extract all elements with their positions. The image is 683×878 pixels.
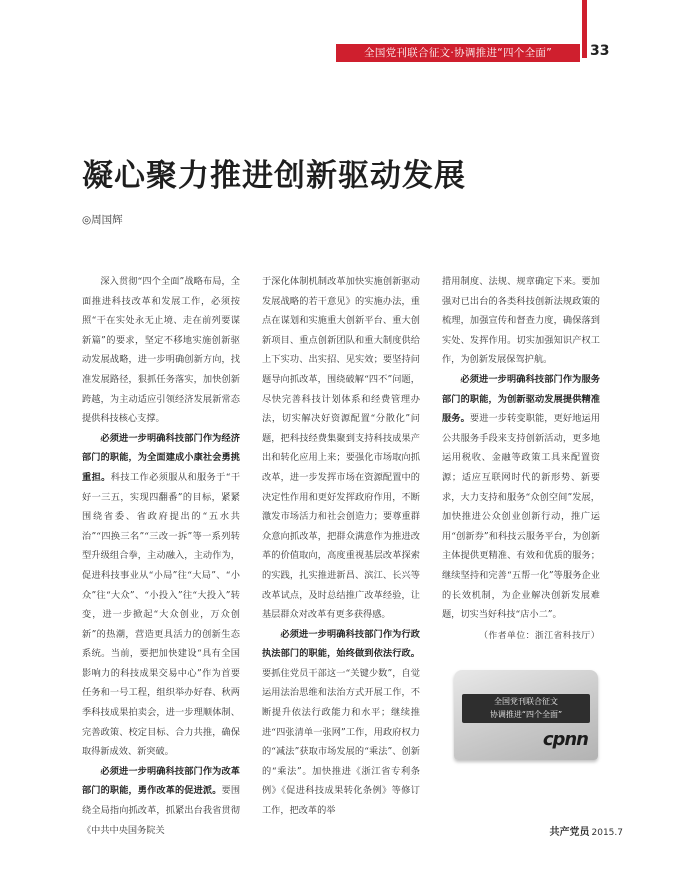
article-author: ◎周国辉	[82, 214, 123, 226]
paragraph: 措用制度、法规、规章确定下来。要加强对已出台的各类科技创新法规政策的梳理，加强宣传和督查力度，确保落到实处、发挥作用。切实加强知识产权工作，为创新发展保驾护航。	[442, 276, 600, 366]
section-lead: 必须进一步明确科技部门作为服务部门的职能，为创新驱动发展提供精准服务。	[442, 373, 600, 425]
paragraph	[442, 370, 600, 625]
section-lead: 必须进一步明确科技部门作为经济部门的职能，为全面建成小康社会勇挑重担。	[82, 432, 240, 483]
issue-number: 2015.7	[591, 828, 623, 838]
magazine-name: 共产党员	[549, 827, 590, 838]
header-banner: 全国党刊联合征文·协调推进“四个全面”	[336, 44, 580, 62]
section-body: 要抓住党员干部这一“关键少数”，自觉运用法治思维和法治方式开展工作，不断提升依法行政能力和水平；继续推进“四张清单一张网”工作，用政府权力的“减法”获取市场发展的“乘法”、创新的“乘法”。加快推进《浙江省专利条例》《促进科技成果转化条例》等修订工作，把改革的举	[262, 667, 420, 817]
section-lead: 必须进一步明确科技部门作为行政执法部门的职能，始终做到依法行政。	[262, 628, 420, 660]
section-body: 要围绕全局指向抓改革，抓紧出台我省贯彻《中共中央国务院关	[82, 785, 241, 836]
body-column-3	[442, 272, 600, 652]
campaign-line-1: 全国党刊联合征文	[494, 697, 558, 706]
body-column-2	[262, 272, 420, 817]
section-lead: 必须进一步明确科技部门作为改革部门的职能，勇作改革的促进派。	[82, 765, 240, 797]
header-accent-bar	[582, 0, 587, 58]
article-title: 凝心聚力推进创新驱动发展	[82, 158, 466, 194]
cpnn-logo: cpnn	[542, 729, 588, 750]
section-body: 科技工作必须服从和服务于“干好一三五，实现四翻番”的目标，紧紧围绕省委、省政府提出的“五水共治”“四换三名”“三改一拆”等一系列转型升级组合拳，主动融入，主动作为，促进科技事业从“小局”往“大局”、“小众”往“大众”、“小投入”往“大投入”转变，进一步掀起“大众创业，万众创新”的热潮，营造更具活力的创新生态系统。当前，要把加快建设“具有全国影响力的科技成果交易中心”作为首要任务和一号工程，组织举办好春、秋两季科技成果拍卖会，进一步理顺体制、完善政策、校定目标、合力共推，确保取得新成效、新突破。	[82, 471, 241, 758]
paragraph	[82, 762, 240, 840]
section-body: 要进一步转变职能，更好地运用公共服务手段来支持创新活动，更多地运用税收、金融等政策工具来配置资源；适应互联网时代的新形势、新要求，大力支持和服务“众创空间”发展，加快推进公众创业创新行动，推广运用“创新券”和科技云服务平台，为创新主体提供更精准、有效和优质的服务；继续坚持和完善“五帮一化”等服务企业的长效机制，为企业解决创新发展难题，切实当好科技“店小二”。	[442, 413, 601, 621]
paragraph	[262, 625, 420, 821]
campaign-line-2: 协调推进“四个全面”	[489, 710, 563, 719]
paragraph: 深入贯彻“四个全面”战略布局，全面推进科技改革和发展工作，必须按照“干在实处永无止境、走在前列要谋新篇”的要求，坚定不移地实施创新驱动发展战略，进一步明确创新方向，找准发展路径，狠抓任务落实，加快创新跨越，为主动适应引领经济发展新常态提供科技核心支撑。	[82, 276, 240, 425]
body-column-1	[82, 272, 241, 836]
campaign-badge	[454, 670, 598, 760]
page-number: 33	[590, 43, 610, 59]
author-affiliation: （作者单位：浙江省科技厅）	[479, 630, 600, 641]
paragraph	[82, 429, 240, 762]
paragraph: 于深化体制机制改革加快实施创新驱动发展战略的若干意见》的实施办法，重点在谋划和实施重大创新平台、重大创新项目、重点创新团队和重大制度供给上下实功、出实招、见实效；要坚持问题导向抓改革，围绕破解“四不”问题，尽快完善科技计划体系和经费管理办法，切实解决好资源配置“分散化”问题，把科技经费集聚到支持科技成果产出和转化应用上来；要强化市场取向抓改革，进一步发挥市场在资源配置中的决定性作用和更好发挥政府作用，不断激发市场活力和社会创造力；要尊重群众意向抓改革，把群众满意作为推进改革的价值取向，高度重视基层改革探索的实践，扎实推进新昌、滨江、长兴等改革试点，及时总结推广改革经验，让基层群众对改革有更多获得感。	[262, 276, 420, 621]
campaign-band	[462, 694, 590, 723]
footer	[550, 823, 624, 838]
